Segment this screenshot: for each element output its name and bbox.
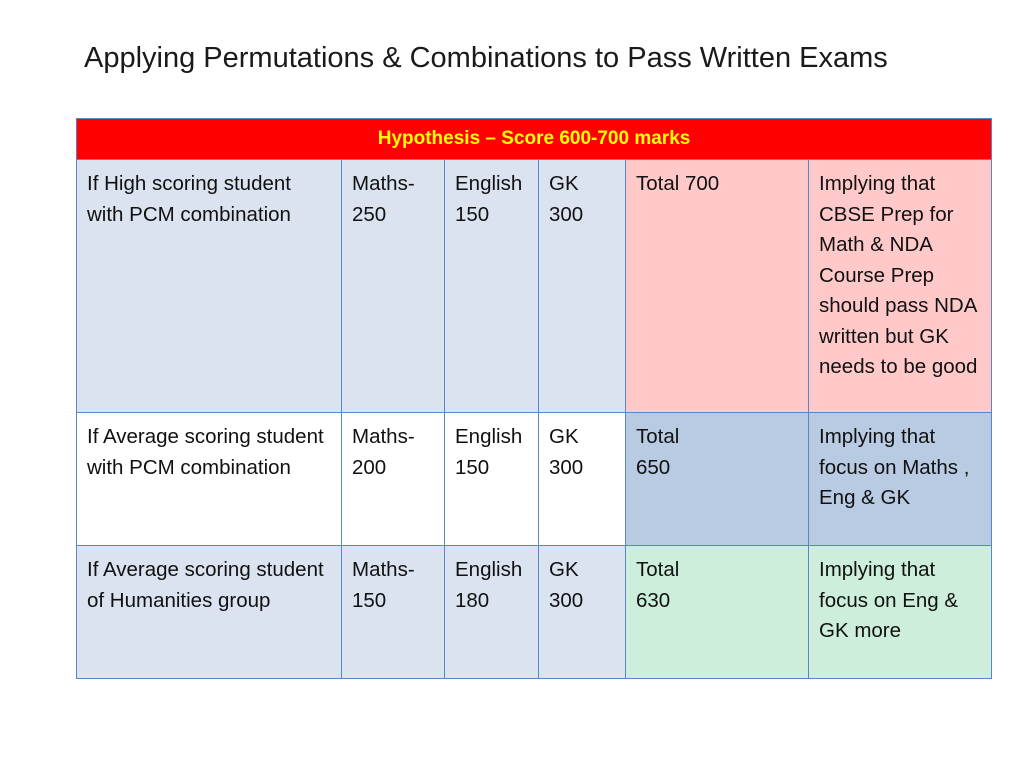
- english-cell: English 150: [445, 160, 539, 413]
- table-row: [77, 413, 992, 546]
- profile-cell: If Average scoring student with PCM combination: [77, 413, 342, 546]
- maths-cell: Maths- 200: [342, 413, 445, 546]
- english-cell: English 150: [445, 413, 539, 546]
- table-header: Hypothesis – Score 600-700 marks: [77, 119, 992, 160]
- profile-cell: If High scoring student with PCM combination: [77, 160, 342, 413]
- total-cell: Total 700: [626, 160, 809, 413]
- english-cell: English 180: [445, 546, 539, 679]
- hypothesis-table: [76, 118, 992, 679]
- gk-cell: GK 300: [539, 413, 626, 546]
- gk-cell: GK 300: [539, 546, 626, 679]
- total-cell: Total 650: [626, 413, 809, 546]
- maths-cell: Maths- 150: [342, 546, 445, 679]
- total-cell: Total 630: [626, 546, 809, 679]
- table-row: [77, 546, 992, 679]
- implication-cell: Implying that focus on Eng & GK more: [809, 546, 992, 679]
- gk-cell: GK 300: [539, 160, 626, 413]
- profile-cell: If Average scoring student of Humanities group: [77, 546, 342, 679]
- table-header-row: [77, 119, 992, 160]
- maths-cell: Maths- 250: [342, 160, 445, 413]
- slide-title: Applying Permutations & Combinations to Pass Written Exams: [84, 42, 888, 74]
- implication-cell: Implying that focus on Maths , Eng & GK: [809, 413, 992, 546]
- implication-cell: Implying that CBSE Prep for Math & NDA Course Prep should pass NDA written but GK needs to be good: [809, 160, 992, 413]
- table-row: [77, 160, 992, 413]
